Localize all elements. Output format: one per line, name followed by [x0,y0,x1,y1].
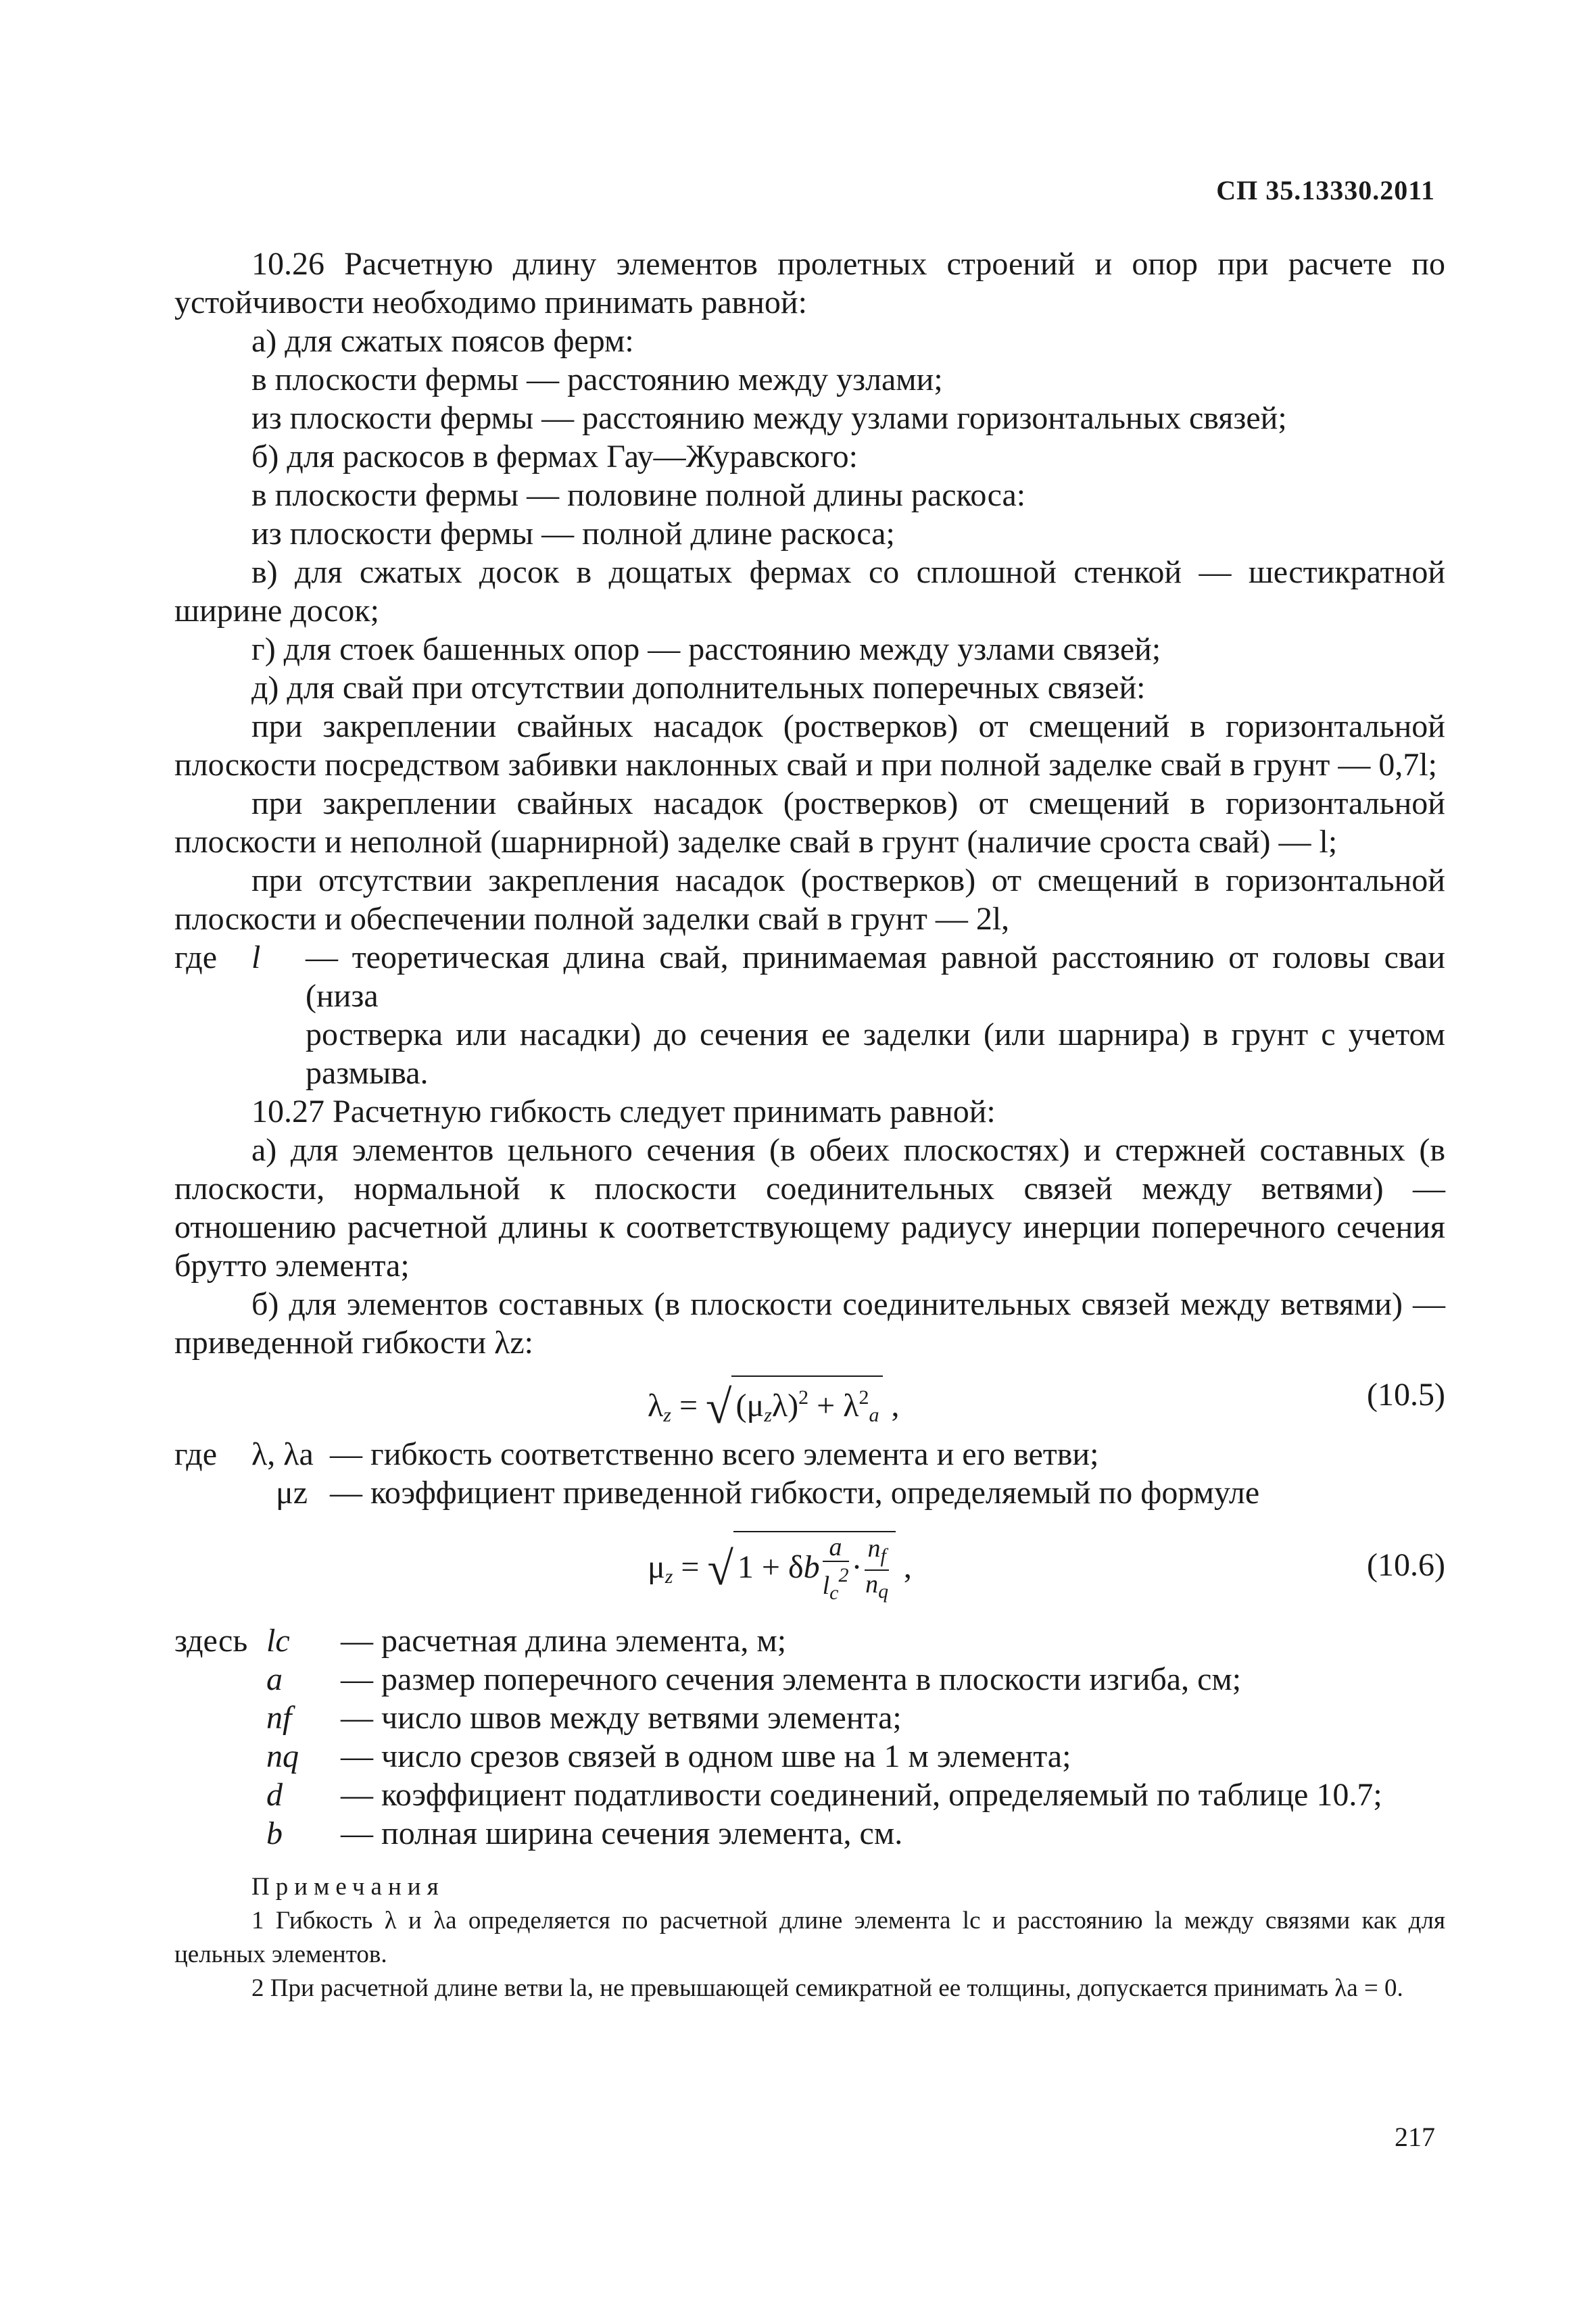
formula-10-5 [174,1366,1445,1434]
where-definition: — теоретическая длина свай, принимаемая равной расстоянию от головы сваи (низа [306,940,1445,1014]
def-text: — число срезов связей в одном шве на 1 м элемента; [341,1738,1071,1774]
where-l-row [174,938,1445,1015]
notes-title: Примечания [251,1873,445,1901]
def-row-a [174,1660,1445,1699]
def-symbol: nf [266,1700,292,1736]
item-10-27-b: б) для элементов составных (в плоскости соединительных связей между ветвями) — приведенной гибкости λz: [174,1286,1445,1361]
def-text: — число швов между ветвями элемента; [341,1700,902,1736]
clause-10-27-intro: 10.27 Расчетную гибкость следует принимать равной: [251,1094,996,1129]
def-row-nq [174,1737,1445,1776]
item-a: а) для сжатых поясов ферм: [251,323,634,359]
item-a1: в плоскости фермы — расстоянию между узлами; [251,362,943,397]
where-lambda-row [174,1435,1445,1473]
formula-10-6 [174,1516,1445,1617]
def-text: — полная ширина сечения элемента, см. [341,1816,903,1851]
formula-10-5-expression: $\lambda_z$ = √ $(\mu_z\lambda)^2 + \lambda^2_a$ , [648,1375,899,1434]
where-definition-cont: ростверка или насадки) до сечения ее заделки (или шарнира) в грунт с учетом размыва. [306,1017,1445,1091]
item-a2: из плоскости фермы — расстоянию между узлами горизонтальных связей; [251,400,1287,436]
def-row-b [174,1814,1445,1853]
formula-10-6-expression: $\mu_z$ = √ 1 + δb $\frac{a}{l_c^2}$ · $\frac{n_f}{n_q}$ , [648,1531,912,1607]
item-d: д) для свай при отсутствии дополнительных поперечных связей: [251,670,1146,706]
notes-block [174,1870,1445,2005]
where-label: где [174,940,218,975]
def-symbol: d [266,1777,283,1813]
def-row-d [174,1776,1445,1814]
def-text: — расчетная длина элемента, м; [341,1623,787,1659]
clause-10-26-intro: 10.26 Расчетную длину элементов пролетных строений и опор при расчете по устойчивости необходимо принимать равной: [174,246,1445,320]
item-d3: при отсутствии закрепления насадок (ростверков) от смещений в горизонтальной плоскости и обеспечении полной заделки свай в грунт — 2l, [174,862,1445,937]
item-b: б) для раскосов в фермах Гау—Журавского: [251,439,858,474]
where-mu-symbol: μz [276,1475,308,1511]
def-text: — размер поперечного сечения элемента в плоскости изгиба, см; [341,1661,1242,1697]
document-body [174,245,1445,2005]
note-1: 1 Гибкость λ и λa определяется по расчетной длине элемента lc и расстоянию la между связями как для цельных элементов. [174,1907,1445,1968]
page-number: 217 [1395,2122,1435,2152]
where-label-2: где [174,1436,218,1472]
where-mu-row [174,1473,1445,1512]
def-symbol: nq [266,1738,299,1774]
formula-10-5-number: (10.5) [1367,1377,1445,1413]
item-b2: из плоскости фермы — полной длине раскоса; [251,516,895,552]
formula-10-6-number: (10.6) [1367,1547,1445,1583]
here-label: здесь [174,1623,248,1659]
note-2: 2 При расчетной длине ветви la, не превышающей семикратной ее толщины, допускается принимать λa = 0. [251,1974,1403,2002]
item-d2: при закреплении свайных насадок (ростверков) от смещений в горизонтальной плоскости и неполной (шарнирной) заделке свай в грунт (наличие сроста свай) — l; [174,785,1445,860]
item-g: г) для стоек башенных опор — расстоянию между узлами связей; [251,631,1161,667]
where-symbol: l [251,940,261,975]
item-b1: в плоскости фермы — половине полной длины раскоса: [251,477,1026,513]
document-code: СП 35.13330.2011 [1216,175,1435,205]
item-v: в) для сжатых досок в дощатых фермах со сплошной стенкой — шестикратной ширине досок; [174,554,1445,629]
where-mu-def: — коэффициент приведенной гибкости, определяемый по формуле [330,1475,1260,1511]
def-symbol: b [266,1816,283,1851]
where-lambda-symbol: λ, λa [251,1436,314,1472]
def-row-lc [174,1622,1445,1660]
where-lambda-def: — гибкость соответственно всего элемента и его ветви; [330,1436,1099,1472]
item-10-27-a: а) для элементов цельного сечения (в обеих плоскостях) и стержней составных (в плоскости, нормальной к плоскости соединительных связей между ветвями) — отношению расчетной длины к соответствующему радиусу инерции поперечного сечения брутто элемента; [174,1132,1445,1284]
def-symbol: lc [266,1623,290,1659]
def-row-nf [174,1699,1445,1737]
def-symbol: a [266,1661,283,1697]
def-text: — коэффициент податливости соединений, определяемый по таблице 10.7; [341,1777,1382,1813]
item-d1: при закреплении свайных насадок (ростверков) от смещений в горизонтальной плоскости посредством забивки наклонных свай и при полной заделке свай в грунт — 0,7l; [174,708,1445,783]
